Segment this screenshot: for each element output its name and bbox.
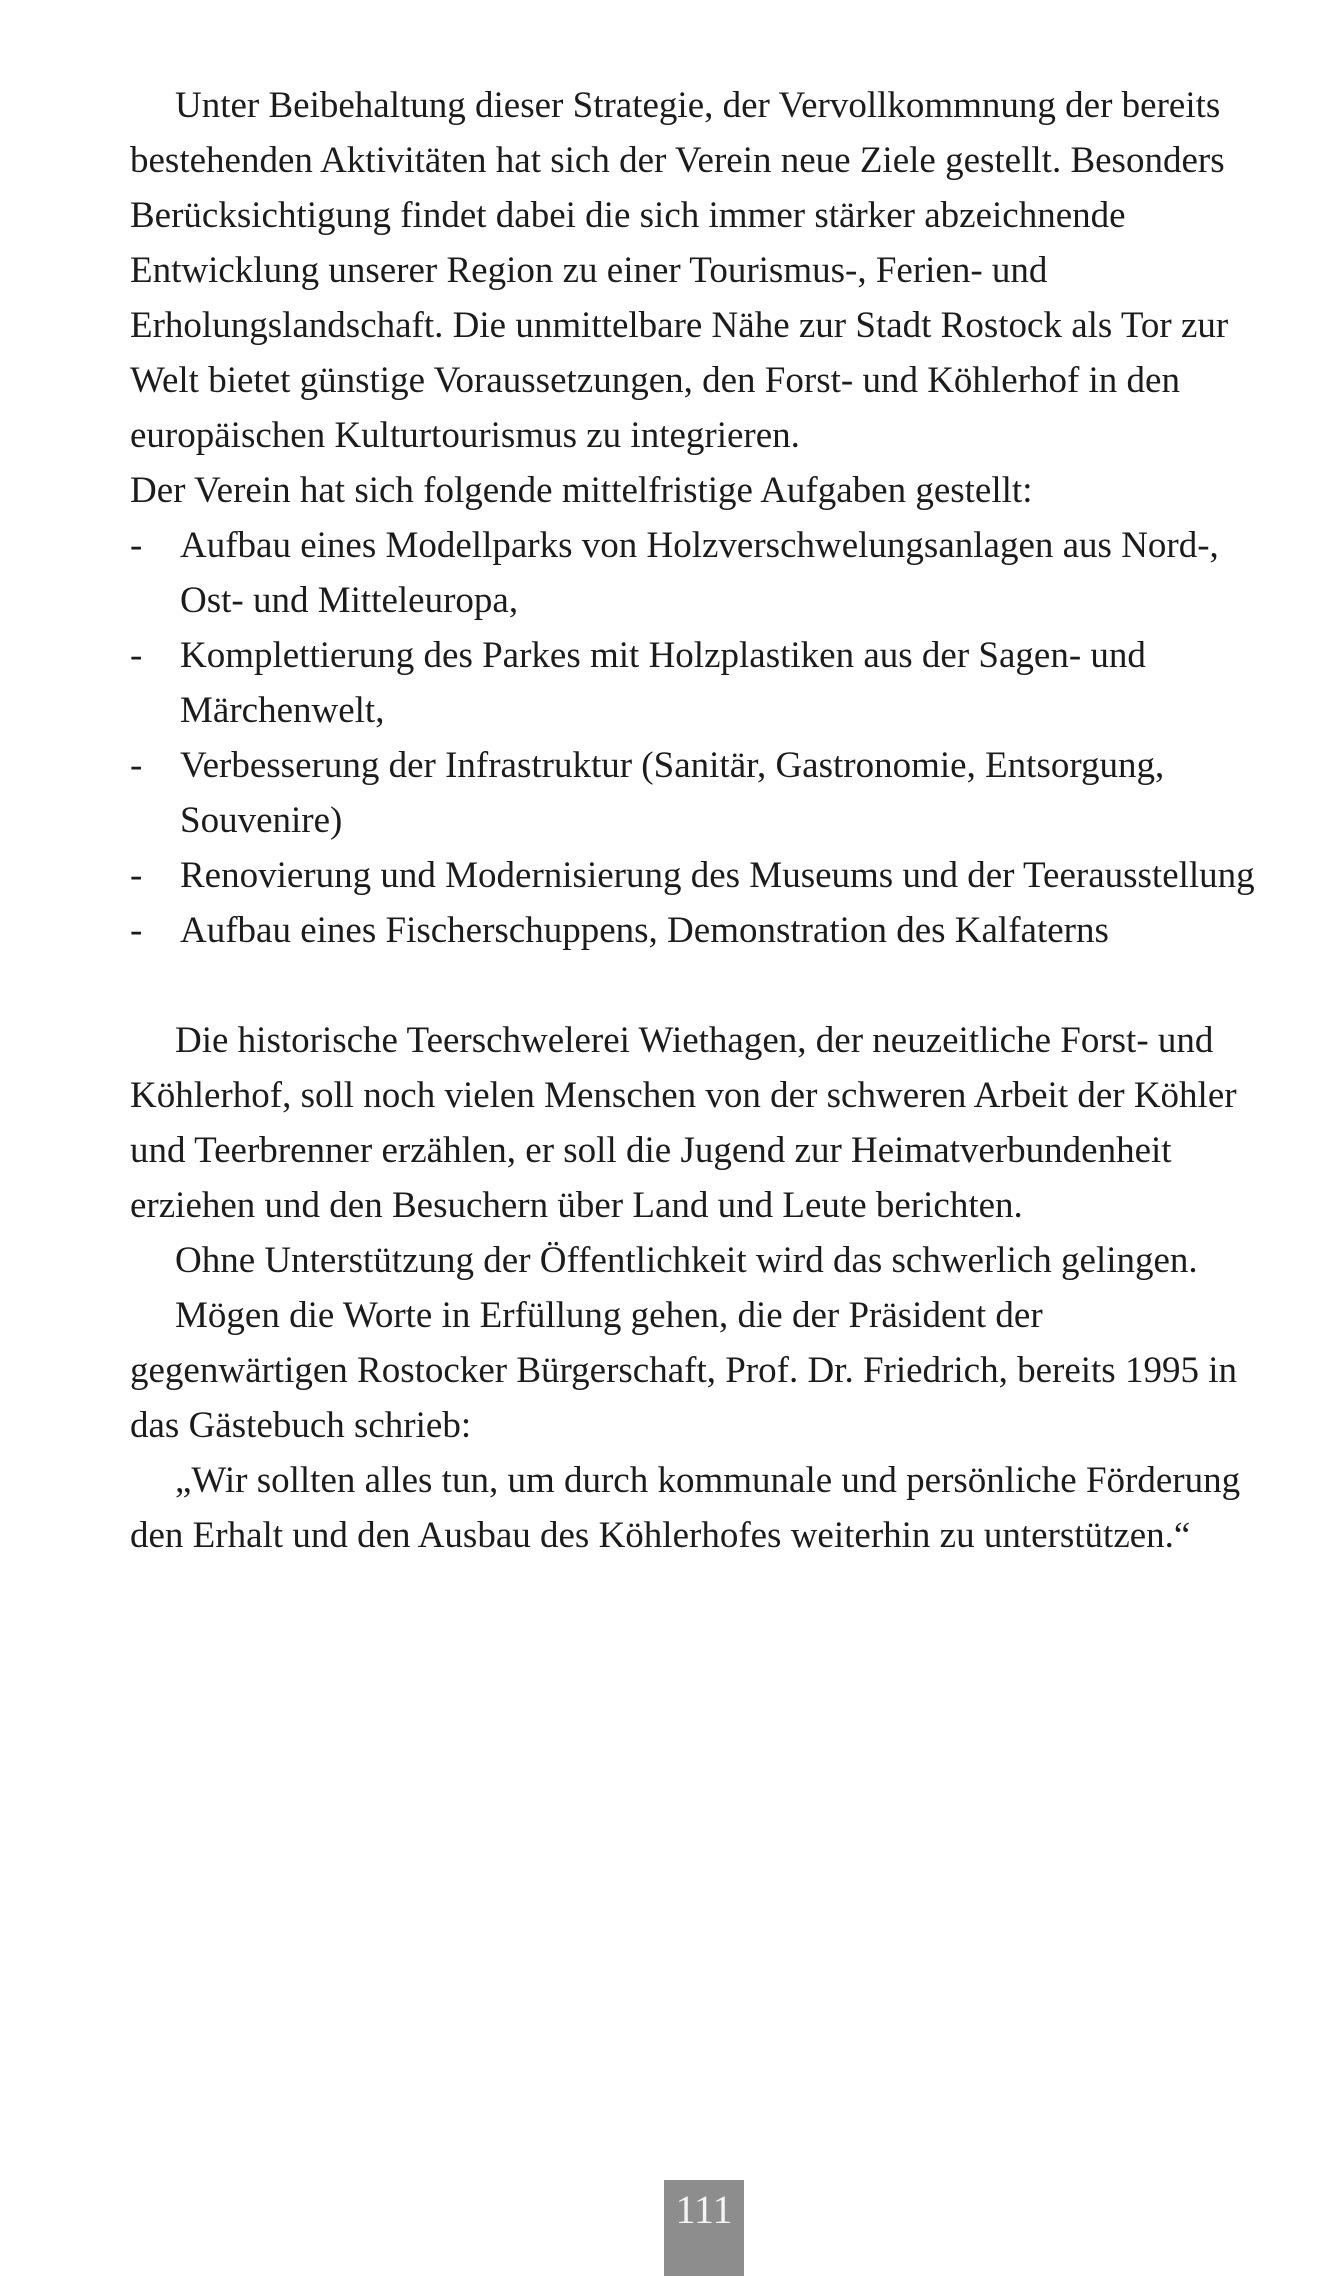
paragraph-tasks-intro: Der Verein hat sich folgende mittelfristige Aufgaben gestellt:	[130, 470, 1033, 511]
page-number: 111	[664, 2180, 744, 2276]
paragraph-strategy: Unter Beibehaltung dieser Strategie, der Vervollkommnung der bereits bestehenden Aktivitäten hat sich der Verein neue Ziele gestellt. Besonders Berücksichtigung findet dabei die sich immer stärker abzeichnende Entwicklung unserer Region zu einer Tourismus-, Ferien- und Erholungslandschaft. Die unmittelbare Nähe zur Stadt Rostock als Tor zur Welt bietet günstige Voraussetzungen, den Forst- und Köhlerhof in den europäischen Kulturtourismus zu integrieren.	[130, 85, 1229, 456]
paragraph-history: Die historische Teerschwelerei Wiethagen, der neuzeitliche Forst- und Köhlerhof, soll noch vielen Menschen von der schweren Arbeit der Köhler und Teerbrenner erzählen, er soll die Jugend zur Heimatverbundenheit erziehen und den Besuchern über Land und Leute berichten.	[130, 1020, 1237, 1226]
paragraph-support: Ohne Unterstützung der Öffentlichkeit wird das schwerlich gelingen.	[175, 1240, 1198, 1281]
paragraph-quote: „Wir sollten alles tun, um durch kommunale und persönliche Förderung den Erhalt und den Ausbau des Köhlerhofes weiterhin zu unterstützen.“	[130, 1460, 1241, 1556]
list-item: - Verbesserung der Infrastruktur (Sanitär, Gastronomie, Entsorgung, Souvenire)	[130, 738, 1260, 848]
list-item: - Aufbau eines Fischerschuppens, Demonstration des Kalfaterns	[130, 903, 1260, 958]
list-item: - Komplettierung des Parkes mit Holzplastiken aus der Sagen- und Märchenwelt,	[130, 628, 1260, 738]
list-item: - Aufbau eines Modellparks von Holzverschwelungsanlagen aus Nord-, Ost- und Mitteleuropa,	[130, 518, 1260, 628]
task-list	[130, 518, 1260, 958]
paragraph-guestbook: Mögen die Worte in Erfüllung gehen, die der Präsident der gegenwärtigen Rostocker Bürgerschaft, Prof. Dr. Friedrich, bereits 1995 in das Gästebuch schrieb:	[130, 1295, 1237, 1446]
page-body	[130, 78, 1260, 1563]
list-item: - Renovierung und Modernisierung des Museums und der Teerausstellung	[130, 848, 1260, 903]
